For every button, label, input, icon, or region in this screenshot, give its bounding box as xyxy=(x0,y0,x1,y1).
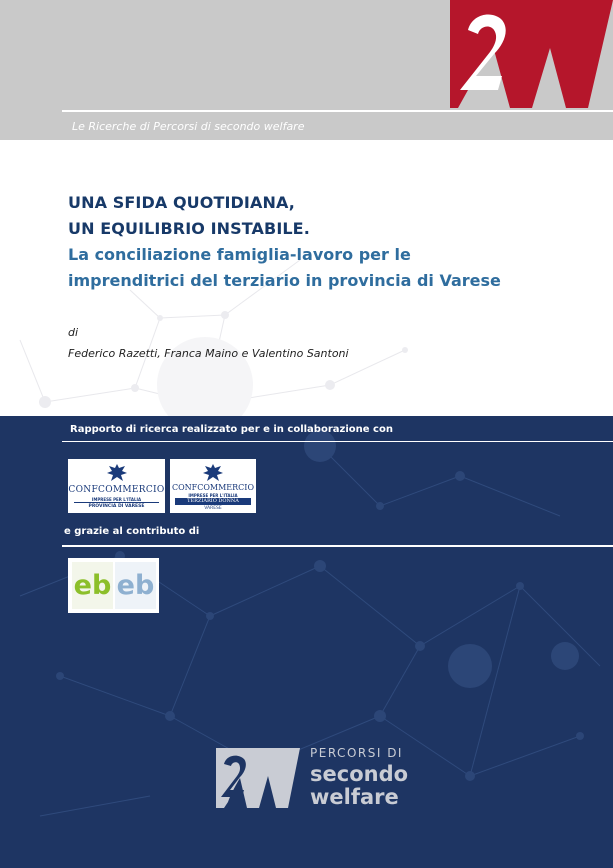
contribution-label: e grazie al contributo di xyxy=(64,526,200,537)
eagle-emblem-icon xyxy=(106,462,128,484)
secondo-welfare-2w-icon xyxy=(216,748,300,808)
header-divider xyxy=(62,110,613,112)
title-line-1: UNA SFIDA QUOTIDIANA, xyxy=(68,193,295,212)
subtitle-line-1: La conciliazione famiglia-lavoro per le xyxy=(68,245,411,264)
brand-line-2: secondo xyxy=(310,762,409,786)
ebt-blue-mark: eb xyxy=(116,570,155,601)
title-line-2: UN EQUILIBRIO INSTABILE. xyxy=(68,219,310,238)
series-label: Le Ricerche di Percorsi di secondo welfare xyxy=(72,120,305,133)
authors: Federico Razetti, Franca Maino e Valentino Santoni xyxy=(68,347,349,360)
ente-bilaterale-logos xyxy=(68,558,159,613)
confcommercio-provincia-varese-logo: CONFCOMMERCIO IMPRESE PER L'ITALIA PROVINCIA DI VARESE xyxy=(68,459,165,513)
confcommercio-terziario-donna-logo: CONFCOMMERCIO IMPRESE PER L'ITALIA TERZIARIO DONNA VARESE xyxy=(170,459,256,513)
contribution-divider xyxy=(62,545,613,547)
report-title xyxy=(68,190,588,294)
brand-line-1: PERCORSI DI xyxy=(310,746,403,760)
secondo-welfare-logo-icon xyxy=(450,0,613,108)
brand-line-3: welfare xyxy=(310,785,399,809)
ebt-green-mark: eb xyxy=(73,570,112,601)
eagle-emblem-icon xyxy=(202,462,224,484)
byline-prefix: di xyxy=(68,326,79,339)
collaboration-label: Rapporto di ricerca realizzato per e in collaborazione con xyxy=(70,424,393,435)
subtitle-line-2: imprenditrici del terziario in provincia di Varese xyxy=(68,271,501,290)
collaboration-divider xyxy=(62,441,613,442)
